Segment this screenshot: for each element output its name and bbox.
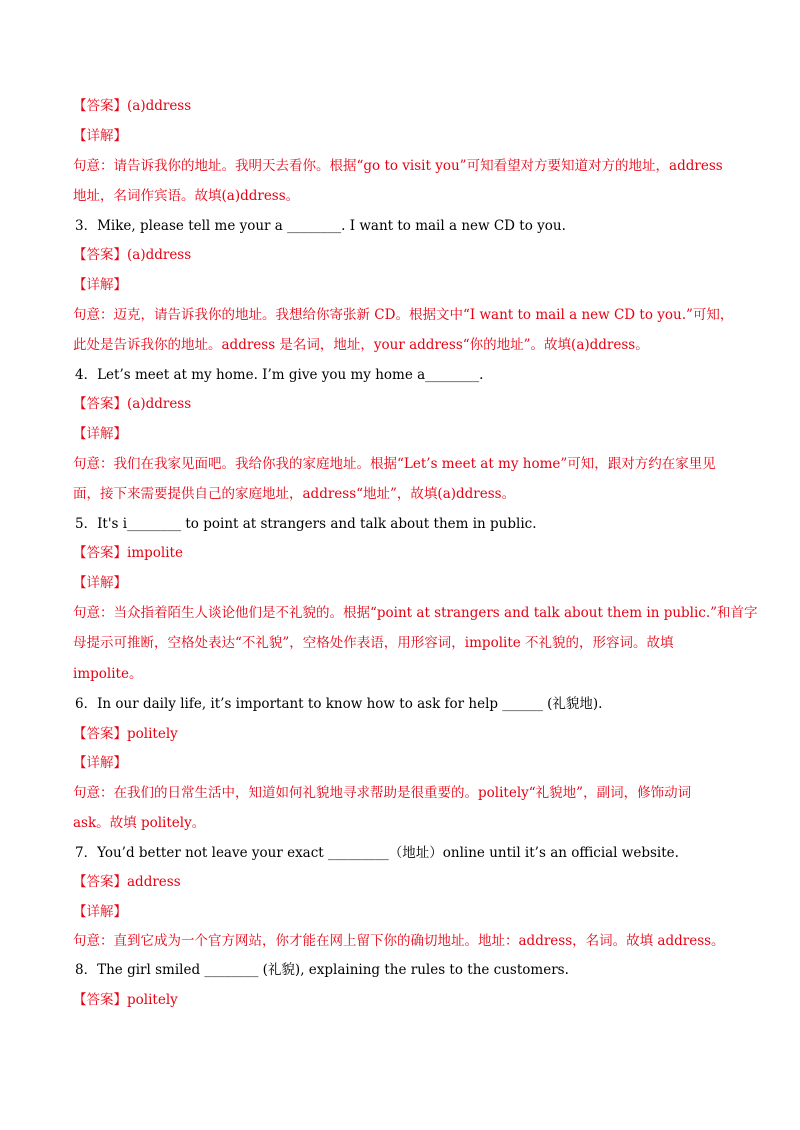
detail-label: 【详解】 [73,575,127,591]
explanation-line: 句意：我们在我家见面吧。我给你我的家庭地址。根据“Let’s meet at my home”可知，跟对方约在家里见 [73,456,716,472]
question-6: 6．In our daily life, it’s important to know how to ask for help ______ (礼貌地). [75,696,603,712]
answer-line: 【答案】impolite [73,545,183,561]
detail-label: 【详解】 [73,128,127,144]
explanation-line: 句意：在我们的日常生活中，知道如何礼貌地寻求帮助是很重要的。politely“礼貌地”，副词，修饰动词 [73,785,692,801]
explanation-line: 面，接下来需要提供自己的家庭地址，address“地址”，故填(a)ddress。 [73,486,516,502]
answer-line: 【答案】politely [73,726,178,742]
explanation-line: 句意：直到它成为一个官方网站，你才能在网上留下你的确切地址。地址：address，名词。故填 address。 [73,933,725,949]
question-8: 8．The girl smiled ________ (礼貌), explaining the rules to the customers. [75,962,569,978]
explanation-line: 母提示可推断，空格处表达“不礼貌”，空格处作表语，用形容词，impolite 不礼貌的，形容词。故填 [73,635,674,651]
explanation-line: 句意：当众指着陌生人谈论他们是不礼貌的。根据“point at strangers and talk about them in public.”和首字 [73,605,758,621]
question-7: 7．You’d better not leave your exact _________（地址）online until it’s an official website. [75,845,679,861]
answer-line: 【答案】address [73,874,181,890]
explanation-line: ask。故填 politely。 [73,815,206,831]
detail-label: 【详解】 [73,904,127,920]
detail-label: 【详解】 [73,755,127,771]
question-4: 4．Let’s meet at my home. I’m give you my home a________. [75,367,484,383]
answer-line: 【答案】politely [73,992,178,1008]
explanation-line: 地址，名词作宾语。故填(a)ddress。 [73,188,300,204]
answer-line: 【答案】(a)ddress [73,396,192,412]
explanation-line: 句意：请告诉我你的地址。我明天去看你。根据“go to visit you”可知看望对方要知道对方的地址，address [73,158,723,174]
answer-line: 【答案】(a)ddress [73,247,192,263]
question-3: 3．Mike, please tell me your a ________. I want to mail a new CD to you. [75,218,566,234]
explanation-line: 此处是告诉我你的地址。address 是名词，地址，your address“你的地址”。故填(a)ddress。 [73,337,649,353]
detail-label: 【详解】 [73,426,127,442]
explanation-line: impolite。 [73,666,143,682]
answer-line: 【答案】(a)ddress [73,98,192,114]
detail-label: 【详解】 [73,277,127,293]
explanation-line: 句意：迈克，请告诉我你的地址。我想给你寄张新 CD。根据文中“I want to mail a new CD to you.”可知， [73,307,734,323]
question-5: 5．It's i________ to point at strangers and talk about them in public. [75,516,537,532]
